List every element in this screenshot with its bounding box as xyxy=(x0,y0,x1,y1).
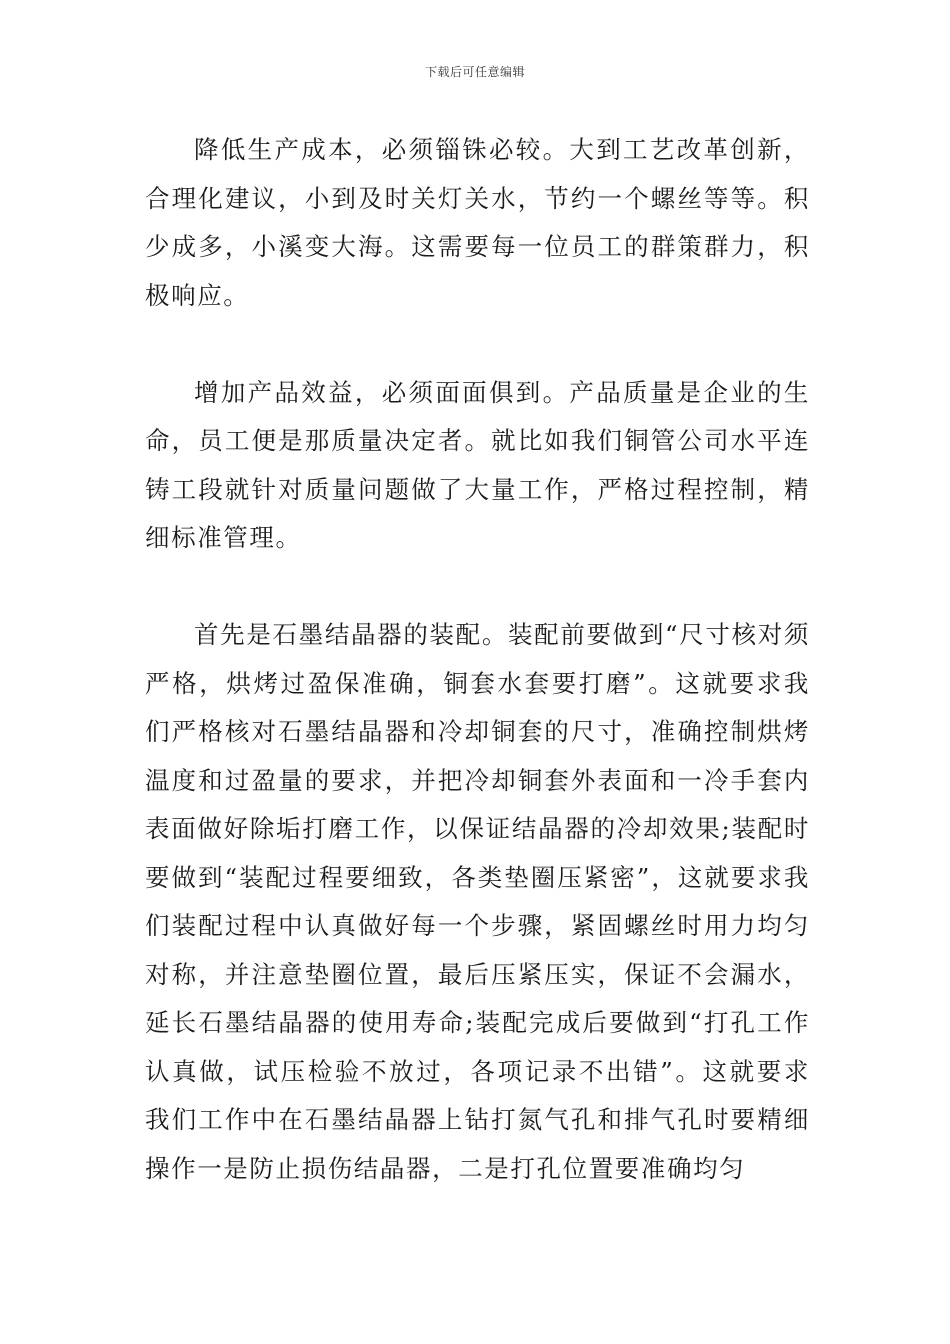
document-body xyxy=(145,126,810,1193)
paragraph-cost-reduction: 降低生产成本，必须锱铢必较。大到工艺改革创新，合理化建议，小到及时关灯关水，节约一个螺丝等等。积少成多，小溪变大海。这需要每一位员工的群策群力，积极响应。 xyxy=(145,135,810,310)
paragraph-product-benefit: 增加产品效益，必须面面俱到。产品质量是企业的生命，员工便是那质量决定者。就比如我们铜管公司水平连铸工段就针对质量问题做了大量工作，严格过程控制，精细标准管理。 xyxy=(145,377,810,552)
paragraph-crystallizer-assembly: 首先是石墨结晶器的装配。装配前要做到“尺寸核对须严格，烘烤过盈保准确，铜套水套要打磨”。这就要求我们严格核对石墨结晶器和冷却铜套的尺寸，准确控制烘烤温度和过盈量的要求，并把冷却铜套外表面和一冷手套内表面做好除垢打磨工作，以保证结晶器的冷却效果;装配时要做到“装配过程要细致，各类垫圈压紧密”，这就要求我们装配过程中认真做好每一个步骤，紧固螺丝时用力均匀对称，并注意垫圈位置，最后压紧压实，保证不会漏水，延长石墨结晶器的使用寿命;装配完成后要做到“打孔工作认真做，试压检验不放过，各项记录不出错”。这就要求我们工作中在石墨结晶器上钻打氮气孔和排气孔时要精细操作一是防止损伤结晶器，二是打孔位置要准确均匀 xyxy=(145,620,810,1183)
page-header: 下载后可任意编辑 xyxy=(424,65,525,79)
